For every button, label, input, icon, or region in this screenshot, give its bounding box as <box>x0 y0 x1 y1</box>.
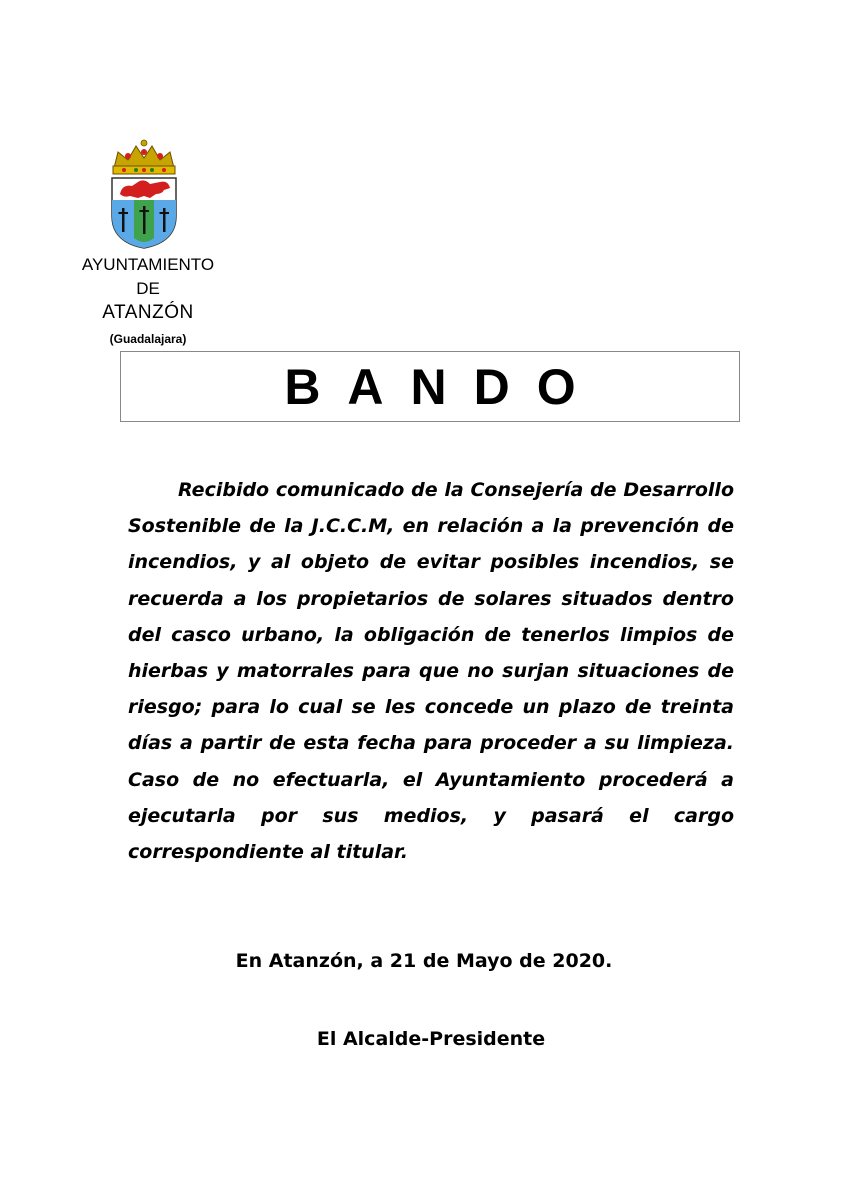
date-line: En Atanzón, a 21 de Mayo de 2020. <box>235 950 613 972</box>
page-title: BANDO <box>284 359 603 415</box>
body-paragraph-container <box>128 472 734 870</box>
header-line-ayuntamiento: AYUNTAMIENTO <box>81 255 215 274</box>
body-paragraph: Recibido comunicado de la Consejería de Desarrollo Sostenible de la J.C.C.M, en relación a la prevención de incendios, y al objeto de evitar posibles incendios, se recuerda a los propietarios de solares situados dentro del casco urbano, la obligación de tenerlos limpios de hierbas y matorrales para que no surjan situaciones de riesgo; para lo cual se les concede un plazo de treinta días a partir de esta fecha para proceder a su limpieza. Caso de no efectuarla, el Ayuntamiento procederá a ejecutarla por sus medios, y pasará el cargo correspondiente al titular. <box>128 479 734 864</box>
crown-icon <box>113 140 175 174</box>
header-line-province: (Guadalajara) <box>109 332 187 346</box>
title-box <box>120 351 740 422</box>
coat-of-arms-emblem <box>104 138 184 250</box>
municipality-header <box>60 252 236 350</box>
signer-line: El Alcalde-Presidente <box>316 1028 546 1050</box>
header-line-de: DE <box>136 279 160 298</box>
shield-icon <box>112 178 176 248</box>
header-line-atanzon: ATANZÓN <box>102 302 194 323</box>
